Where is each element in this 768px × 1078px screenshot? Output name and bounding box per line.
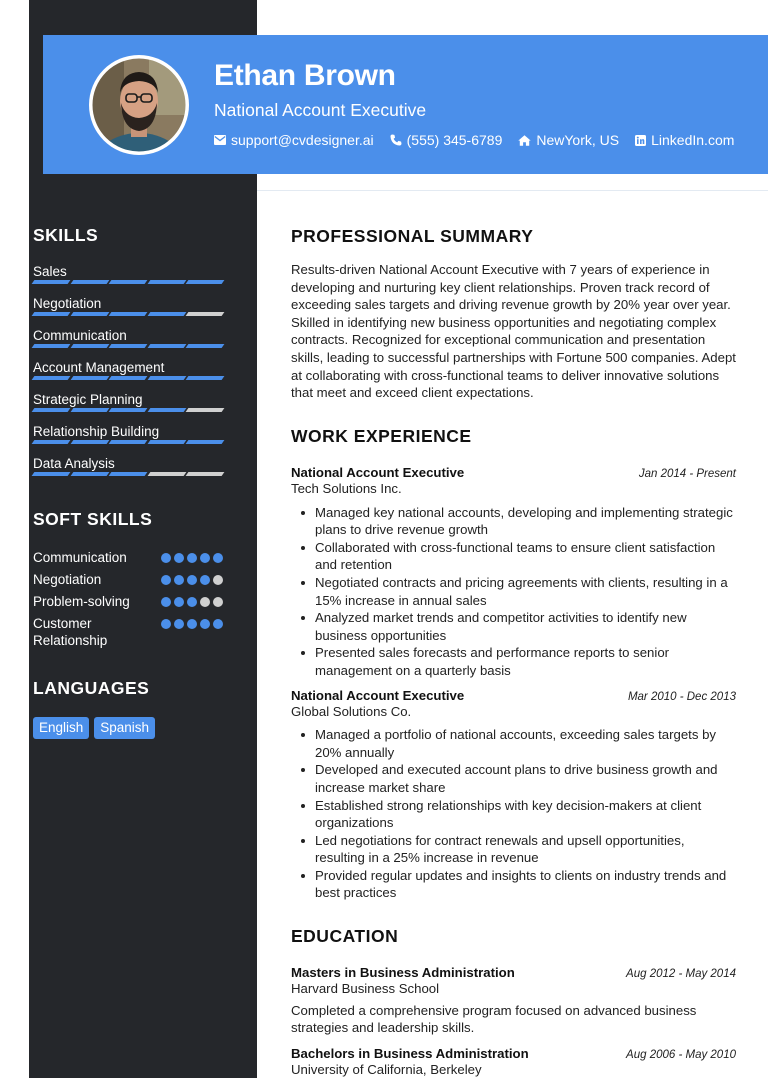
skill-item [33,455,226,487]
divider [257,190,768,191]
skill-level-segment [32,312,71,316]
skill-level-segment [109,440,148,444]
skill-level-segment [109,344,148,348]
contact-email-text: support@cvdesigner.ai [231,132,374,148]
skill-level-segment [186,344,225,348]
rating-dot [161,553,171,563]
candidate-name: Ethan Brown [214,59,396,92]
job-bullet: Established strong relationships with key decision-makers at client organizations [291,797,736,832]
languages-list [33,717,160,739]
job-header [291,465,736,480]
summary-section [291,226,736,402]
job-bullet: Developed and executed account plans to drive business growth and increase market share [291,761,736,796]
skill-level-segment [109,408,148,412]
skill-level-segment [186,472,225,476]
education-header [291,1046,736,1061]
soft-skill-name: Communication [33,550,127,565]
rating-dot [174,575,184,585]
contact-linkedin-text: LinkedIn.com [651,132,735,148]
soft-skill-name: Negotiation [33,572,102,587]
skill-level-segment [32,440,71,444]
job-bullet: Led negotiations for contract renewals and upsell opportunities, resulting in a 25% increase in revenue [291,832,736,867]
rating-dot [200,575,210,585]
skill-level-segment [186,376,225,380]
education-degree: Bachelors in Business Administration [291,1045,529,1061]
experience-heading: WORK EXPERIENCE [291,426,472,446]
skill-name: Account Management [33,360,165,375]
skills-list [33,263,226,487]
languages-heading: LANGUAGES [33,678,150,698]
soft-skill-rating [158,571,223,588]
skill-level-bar [33,344,226,348]
job-date: Mar 2010 - Dec 2013 [627,690,736,703]
contact-phone-text: (555) 345-6789 [406,132,503,148]
rating-dot [187,553,197,563]
skill-level-segment [109,312,148,316]
education-entry [291,1046,736,1078]
resume-header [43,35,768,174]
rating-dot [174,619,184,629]
skill-level-segment [109,472,148,476]
skills-heading: SKILLS [33,225,99,245]
contact-email[interactable] [214,132,374,148]
skill-level-segment [32,408,71,412]
skill-level-segment [70,408,109,412]
language-badge: Spanish [94,717,155,739]
rating-dot [161,597,171,607]
education-section [291,926,736,1078]
skill-level-segment [147,280,186,284]
skill-name: Strategic Planning [33,392,143,407]
skill-level-segment [186,280,225,284]
skill-level-segment [186,408,225,412]
skill-level-segment [70,440,109,444]
education-list [291,965,736,1078]
job-bullet: Collaborated with cross-functional teams to ensure client satisfaction and retention [291,539,736,574]
profile-photo [89,55,189,155]
languages-section [33,678,160,739]
job-bullet: Analyzed market trends and competitor activities to identify new business opportunities [291,609,736,644]
soft-skill-rating [158,549,223,566]
soft-skills-section [33,509,223,649]
skill-level-segment [70,344,109,348]
jobs-list [291,465,736,902]
skill-level-segment [147,312,186,316]
contact-linkedin[interactable] [635,132,734,148]
skill-level-bar [33,440,226,444]
rating-dot [200,619,210,629]
job-bullet: Provided regular updates and insights to clients on industry trends and best practices [291,867,736,902]
job-bullet: Negotiated contracts and pricing agreements with clients, resulting in a 15% increase in annual sales [291,574,736,609]
skill-level-segment [147,408,186,412]
soft-skill-item [33,571,223,588]
education-school: Harvard Business School [291,981,440,996]
skill-level-segment [186,440,225,444]
skill-name: Communication [33,328,127,343]
soft-skill-item [33,549,223,566]
education-degree: Masters in Business Administration [291,965,515,980]
skill-level-bar [33,280,226,284]
linkedin-icon [635,135,646,146]
soft-skills-list [33,549,223,649]
rating-dot [213,575,223,585]
education-date: Aug 2012 - May 2014 [626,968,736,980]
rating-dot [187,575,197,585]
job-role: National Account Executive [291,465,465,480]
soft-skill-rating [158,615,223,649]
job-bullet: Managed a portfolio of national accounts, exceeding sales targets by 20% annually [291,726,736,761]
skill-level-segment [70,472,109,476]
job-entry [291,465,736,680]
skill-name: Sales [33,264,67,279]
rating-dot [213,619,223,629]
skill-name: Data Analysis [33,456,115,471]
soft-skills-heading: SOFT SKILLS [33,509,153,529]
skill-level-segment [147,376,186,380]
summary-heading: PROFESSIONAL SUMMARY [291,226,534,246]
job-bullets [291,726,736,902]
job-bullet: Presented sales forecasts and performance reports to senior management on a quarterly basis [291,644,736,679]
skill-level-segment [32,344,71,348]
skill-level-segment [70,312,109,316]
rating-dot [200,597,210,607]
rating-dot [200,553,210,563]
skill-level-bar [33,376,226,380]
skill-level-segment [147,440,186,444]
experience-section [291,426,736,902]
summary-text: Results-driven National Account Executive with 7 years of experience in developing and nurturing key client relationships. Proven track record of exceeding sales targets and driving revenue growth by 20% year over year. Skilled in identifying new business opportunities and negotiating complex contracts. Recognized for exceptional communication and presentation skills, leading to successful partnerships with Fortune 500 companies. Adept at collaborating with cross-functional teams to deliver innovative solutions that meet and exceed client expectations. [291,262,736,401]
soft-skill-item [33,593,223,610]
skill-level-segment [70,280,109,284]
skill-item [33,295,226,327]
contact-location [518,132,619,148]
skill-level-segment [147,344,186,348]
skill-level-segment [109,376,148,380]
skills-section [33,225,226,487]
contact-phone[interactable] [390,132,503,148]
skill-item [33,263,226,295]
rating-dot [213,553,223,563]
rating-dot [187,597,197,607]
job-date: Jan 2014 - Present [638,468,736,480]
skill-level-bar [33,408,226,412]
skill-level-segment [32,280,71,284]
skill-level-segment [186,312,225,316]
skill-item [33,327,226,359]
education-school: University of California, Berkeley [291,1061,482,1077]
skill-level-bar [33,472,226,476]
education-header [291,965,736,980]
job-entry [291,688,736,903]
skill-item [33,423,226,455]
education-heading: EDUCATION [291,926,399,946]
rating-dot [174,553,184,563]
candidate-title: National Account Executive [214,100,427,120]
job-header [291,688,736,703]
envelope-icon [214,135,226,145]
skill-level-segment [32,472,71,476]
skill-item [33,359,226,391]
soft-skill-name: Customer Relationship [33,616,108,648]
language-badge: English [33,717,89,739]
contact-list [214,132,750,148]
skill-name: Relationship Building [33,424,160,439]
job-company: Tech Solutions Inc. [291,481,402,496]
skill-name: Negotiation [33,296,102,311]
education-description: Completed a comprehensive program focused on advanced business strategies and leadership skills. [291,1002,697,1036]
skill-level-segment [109,280,148,284]
skill-level-segment [147,472,186,476]
home-icon [518,135,531,146]
rating-dot [161,619,171,629]
education-date: Aug 2006 - May 2010 [626,1048,736,1061]
skill-item [33,391,226,423]
education-entry [291,965,736,1037]
job-role: National Account Executive [291,687,465,703]
rating-dot [187,619,197,629]
phone-icon [390,134,402,146]
rating-dot [161,575,171,585]
rating-dot [213,597,223,607]
skill-level-segment [32,376,71,380]
job-bullets [291,504,736,680]
job-bullet: Managed key national accounts, developing and implementing strategic plans to drive revenue growth [291,504,736,539]
rating-dot [174,597,184,607]
soft-skill-name: Problem-solving [33,594,130,609]
skill-level-segment [70,376,109,380]
soft-skill-rating [158,593,223,610]
skill-level-bar [33,312,226,316]
contact-location-text: NewYork, US [536,132,620,148]
soft-skill-item [33,615,223,649]
job-company: Global Solutions Co. [291,703,412,719]
